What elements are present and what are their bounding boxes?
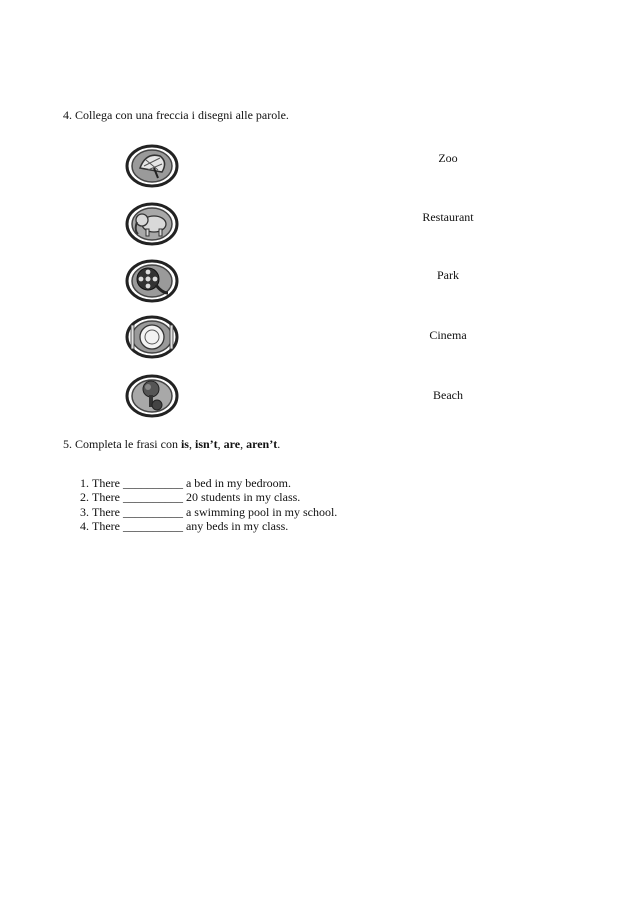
word-beach: Beach: [433, 388, 463, 402]
keyword-separator: ,: [188, 437, 195, 451]
sentence-item: 1. There __________ a bed in my bedroom.: [92, 476, 337, 490]
sentence-item: 3. There __________ a swimming pool in my school.: [92, 505, 337, 519]
word-cinema: Cinema: [429, 328, 467, 342]
sentence-item: 2. There __________ 20 students in my class.: [92, 490, 337, 504]
keyword-separator: ,: [217, 437, 224, 451]
word-zoo: Zoo: [438, 151, 458, 165]
keyword-are: are: [223, 437, 241, 451]
exercise-5-title-prefix: 5. Completa le frasi con: [63, 437, 181, 451]
word-restaurant: Restaurant: [422, 210, 474, 224]
word-park: Park: [437, 268, 459, 282]
sentence-item: 4. There __________ any beds in my class.: [92, 519, 337, 533]
exercise-4-title: 4. Collega con una freccia i disegni alle parole.: [63, 108, 289, 122]
keyword-separator: ,: [240, 437, 247, 451]
exercise-5-title: [63, 437, 280, 451]
keyword-is: is: [180, 437, 189, 451]
keyword-arent: aren’t: [246, 437, 278, 451]
exercise-5-title-suffix: .: [277, 437, 281, 451]
sentence-list: [63, 476, 337, 533]
elephant-icon: [124, 202, 180, 246]
film-reel-icon: [124, 259, 180, 303]
umbrella-icon: [124, 144, 180, 188]
keyword-isnt: isn’t: [194, 437, 218, 451]
plate-cutlery-icon: [124, 315, 180, 359]
tree-icon: [124, 374, 180, 418]
